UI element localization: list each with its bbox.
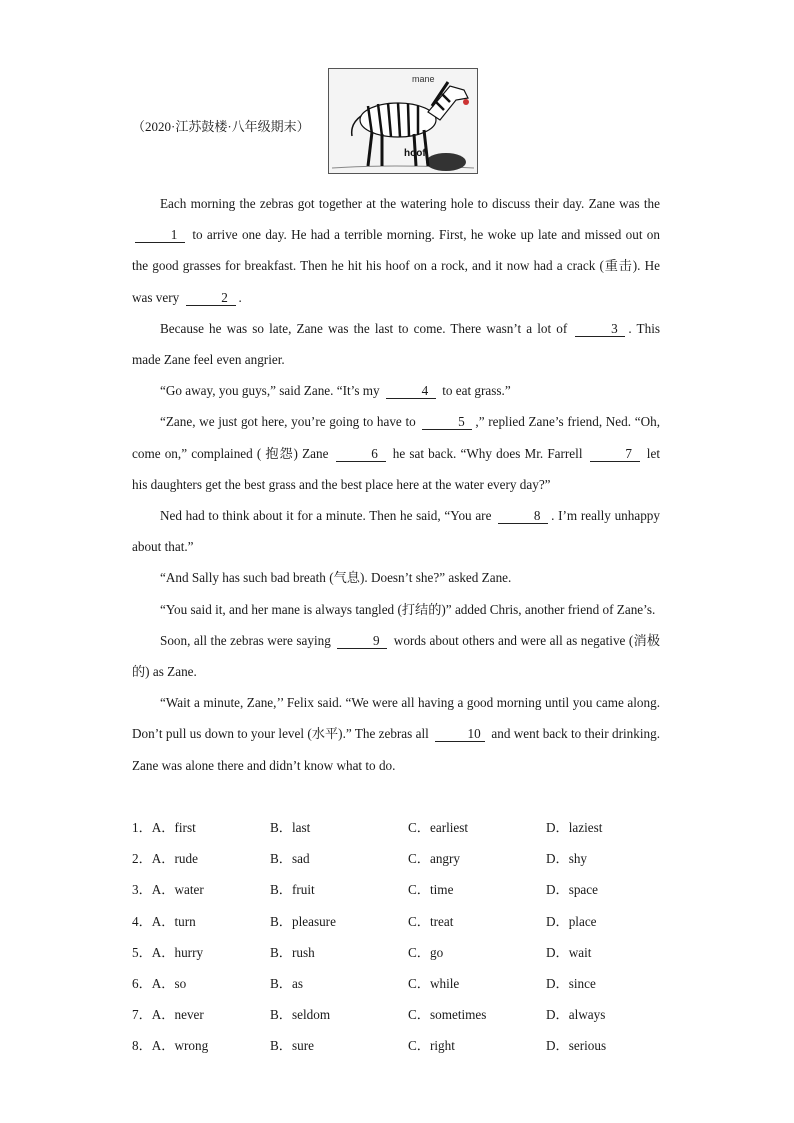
answer-blank[interactable]: 7 <box>590 447 640 462</box>
answer-blank[interactable]: 5 <box>422 415 472 430</box>
option-text: A．turn <box>151 913 196 929</box>
answer-option[interactable] <box>408 874 453 905</box>
hoof-label: hoof <box>404 148 426 159</box>
answer-option[interactable] <box>546 874 598 905</box>
option-text: D．serious <box>546 1038 607 1054</box>
option-text: D．place <box>546 913 597 929</box>
option-text: B．pleasure <box>270 913 336 929</box>
passage-text: “Zane, we just got here, you’re going to have to <box>160 414 420 430</box>
answer-blank[interactable]: 8 <box>498 509 548 524</box>
passage-text: “You said it, and her mane is always tangled (打结的)” added Chris, another friend of Zane’s. <box>160 601 656 617</box>
option-text: D．shy <box>546 851 588 867</box>
answer-option[interactable] <box>132 874 204 905</box>
option-text: A．wrong <box>151 1038 209 1054</box>
question-row <box>132 874 672 905</box>
passage-text: “Go away, you guys,” said Zane. “It’s my <box>160 383 383 399</box>
passage-paragraph <box>132 313 660 375</box>
question-number: 5． <box>132 944 152 960</box>
option-text: B．as <box>270 975 303 991</box>
passage-paragraph <box>132 594 660 625</box>
option-text: A．water <box>151 882 204 898</box>
zebra-figure <box>328 68 478 174</box>
answer-option[interactable] <box>270 812 310 843</box>
answer-option[interactable] <box>132 937 203 968</box>
option-text: C．while <box>408 975 460 991</box>
option-text: B．sad <box>270 851 310 867</box>
answer-blank[interactable]: 4 <box>386 384 436 399</box>
option-text: C．sometimes <box>408 1007 487 1023</box>
answer-option[interactable] <box>546 1030 606 1061</box>
option-text: C．treat <box>408 913 454 929</box>
question-number: 8． <box>132 1038 152 1054</box>
passage-text: . <box>238 289 242 305</box>
question-number: 4． <box>132 913 152 929</box>
answer-option[interactable] <box>132 843 198 874</box>
question-number: 3． <box>132 882 152 898</box>
question-number: 2． <box>132 851 152 867</box>
passage-text: “Wait a minute, Zane,’’ Felix said. “We were all having a good morning until you came along. Don’t pull us down to your level (水平).” The zebras all <box>132 695 660 742</box>
option-text: A．first <box>151 820 196 835</box>
answer-option[interactable] <box>132 812 196 843</box>
passage-text: words about others and were all as negative (消极的) as Zane. <box>132 632 661 680</box>
passage-paragraph <box>132 562 660 593</box>
option-text: D．laziest <box>546 820 603 835</box>
answer-option[interactable] <box>270 874 315 905</box>
passage-text: he sat back. “Why does Mr. Farrell <box>388 445 587 461</box>
question-number: 1． <box>132 820 152 835</box>
option-text: B．seldom <box>270 1007 331 1023</box>
question-row <box>132 906 672 937</box>
answer-option[interactable] <box>270 906 336 937</box>
passage-paragraph <box>132 375 660 406</box>
answer-blank[interactable]: 3 <box>575 322 625 337</box>
answer-option[interactable] <box>132 999 204 1030</box>
passage-paragraph <box>132 500 660 562</box>
passage-paragraph <box>132 687 660 781</box>
option-text: C．angry <box>408 851 461 867</box>
source-line: （2020·江苏鼓楼·八年级期末） <box>132 119 310 134</box>
option-text: D．wait <box>546 944 592 960</box>
option-text: C．time <box>408 882 454 898</box>
question-number: 6． <box>132 975 152 991</box>
question-list <box>132 812 672 1062</box>
option-text: C．right <box>408 1038 455 1054</box>
answer-option[interactable] <box>408 968 459 999</box>
passage <box>132 188 660 781</box>
answer-option[interactable] <box>546 906 597 937</box>
option-text: D．space <box>546 882 598 898</box>
option-text: B．fruit <box>270 882 315 898</box>
answer-option[interactable] <box>408 843 460 874</box>
answer-option[interactable] <box>270 843 310 874</box>
answer-option[interactable] <box>132 1030 208 1061</box>
answer-option[interactable] <box>546 999 605 1030</box>
answer-option[interactable] <box>270 1030 314 1061</box>
option-text: C．go <box>408 944 444 960</box>
passage-text: . This made Zane feel even angrier. <box>132 320 660 368</box>
answer-option[interactable] <box>132 968 186 999</box>
passage-text: let his daughters get the best grass and the best place here at the water every day?” <box>132 445 660 492</box>
answer-option[interactable] <box>270 937 315 968</box>
passage-text: to eat grass.” <box>438 383 511 399</box>
zebra-illustration-icon <box>328 68 478 174</box>
passage-text: to arrive one day. He had a terrible morning. First, he woke up late and missed out on the good grasses for breakfast. Then he hit his hoof on a rock, and it now had a crack (重击). He was very <box>132 227 660 305</box>
passage-text: and went back to their drinking. Zane was alone there and didn’t know what to do. <box>132 726 660 773</box>
answer-blank[interactable]: 6 <box>336 447 386 462</box>
passage-text: “And Sally has such bad breath (气息). Doesn’t she?” asked Zane. <box>160 570 512 586</box>
answer-option[interactable] <box>408 937 443 968</box>
answer-option[interactable] <box>408 999 486 1030</box>
answer-option[interactable] <box>546 843 587 874</box>
passage-paragraph <box>132 625 660 687</box>
question-row <box>132 999 672 1030</box>
option-text: B．sure <box>270 1038 314 1054</box>
answer-option[interactable] <box>546 937 591 968</box>
option-text: D．always <box>546 1007 606 1023</box>
option-text: A．never <box>151 1007 204 1023</box>
mane-label: mane <box>412 74 435 84</box>
passage-paragraph <box>132 406 660 500</box>
answer-blank[interactable]: 1 <box>135 228 185 243</box>
passage-text: Ned had to think about it for a minute. Then he said, “You are <box>160 508 496 524</box>
answer-option[interactable] <box>408 906 453 937</box>
question-row <box>132 937 672 968</box>
question-row <box>132 843 672 874</box>
question-row <box>132 812 672 843</box>
option-text: C．earliest <box>408 820 469 835</box>
question-row <box>132 968 672 999</box>
answer-blank[interactable]: 9 <box>337 634 387 649</box>
option-text: A．rude <box>151 851 198 867</box>
passage-text: . I’m really unhappy about that.” <box>132 508 660 555</box>
answer-option[interactable] <box>408 1030 455 1061</box>
answer-option[interactable] <box>546 812 602 843</box>
option-text: D．since <box>546 975 596 991</box>
option-text: A．so <box>151 975 187 991</box>
answer-option[interactable] <box>132 906 196 937</box>
option-text: B．last <box>270 820 311 835</box>
answer-option[interactable] <box>546 968 596 999</box>
passage-text: ,” replied Zane’s friend, Ned. “Oh, come on,” complained ( 抱怨) Zane <box>132 414 660 461</box>
answer-option[interactable] <box>270 968 303 999</box>
answer-option[interactable] <box>408 812 468 843</box>
passage-text: Because he was so late, Zane was the last to come. There wasn’t a lot of <box>160 320 573 336</box>
option-text: B．rush <box>270 944 315 960</box>
answer-option[interactable] <box>270 999 330 1030</box>
question-number: 7． <box>132 1007 152 1023</box>
passage-text: Soon, all the zebras were saying <box>160 632 335 648</box>
answer-blank[interactable]: 10 <box>435 727 485 742</box>
option-text: A．hurry <box>151 944 204 960</box>
question-row <box>132 1030 672 1061</box>
passage-paragraph <box>132 188 660 313</box>
passage-text: Each morning the zebras got together at the watering hole to discuss their day. Zane was the <box>160 196 660 211</box>
answer-blank[interactable]: 2 <box>186 291 236 306</box>
